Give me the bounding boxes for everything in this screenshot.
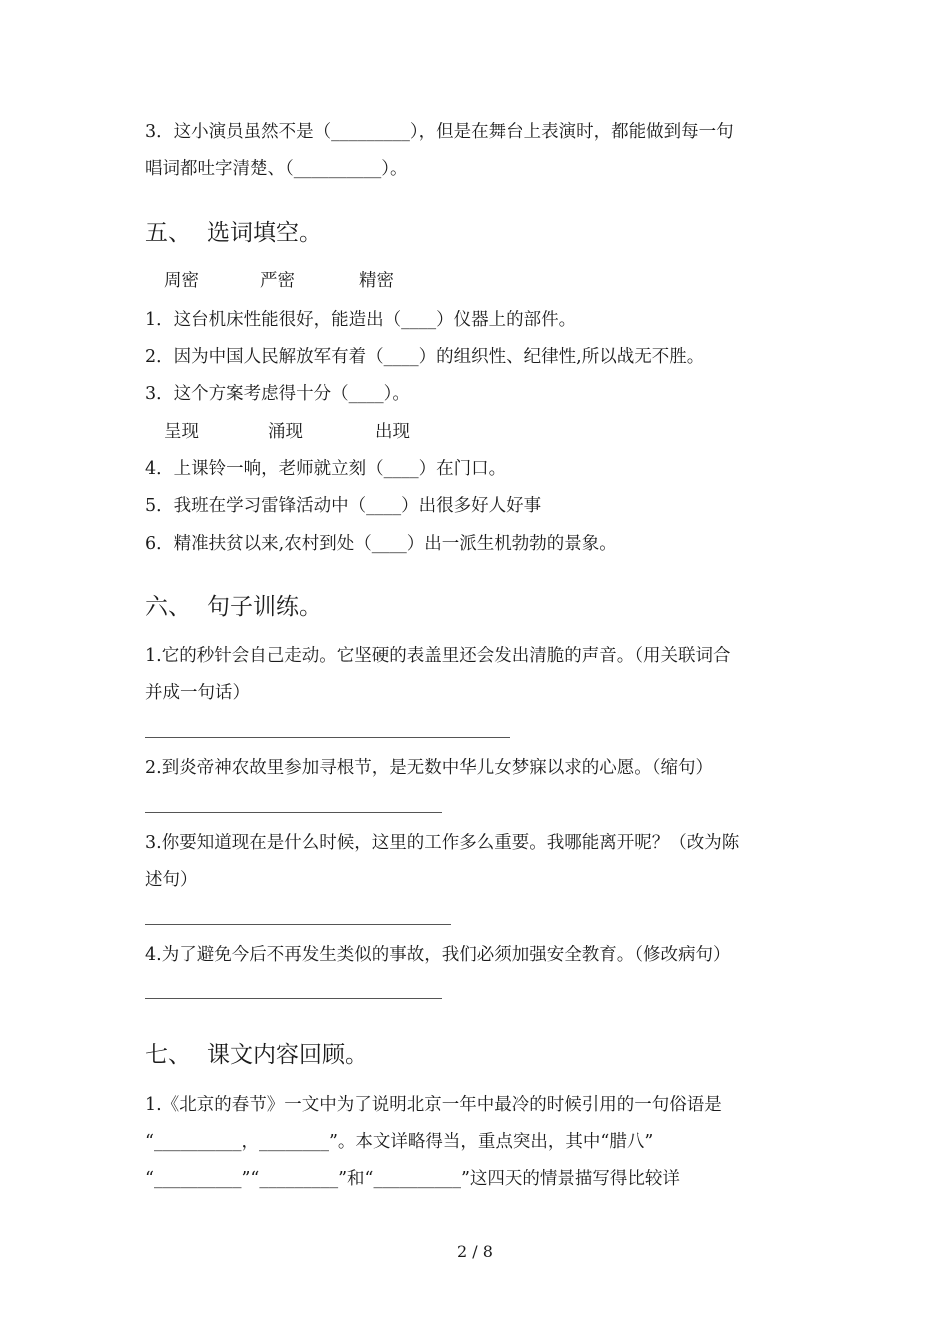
- question-line: 6．精准扶贫以来,农村到处（____）出一派生机勃勃的景象。: [145, 534, 617, 554]
- question-line: 1.《北京的春节》一文中为了说明北京一年中最冷的时候引用的一句俗语是: [145, 1095, 722, 1115]
- page-number: 2 / 8: [457, 1242, 493, 1261]
- word-choice: 涌现: [268, 422, 303, 442]
- word-choice: 周密: [164, 271, 199, 291]
- word-choices: [164, 270, 394, 292]
- question-line: 4.为了避免今后不再发生类似的事故，我们必须加强安全教育。（修改病句）: [145, 945, 731, 965]
- section-title: 选词填空。: [207, 220, 322, 246]
- section-title: 课文内容回顾。: [207, 1042, 368, 1068]
- question-line: 2.到炎帝神农故里参加寻根节，是无数中华儿女梦寐以求的心愿。（缩句）: [145, 758, 713, 778]
- word-choice: 出现: [375, 422, 410, 442]
- answer-line[interactable]: [145, 924, 451, 925]
- section-heading: [145, 593, 322, 621]
- question-line: 5．我班在学习雷锋活动中（____）出很多好人好事: [145, 496, 542, 516]
- word-choices: [164, 421, 410, 443]
- word-choice: 精密: [359, 271, 394, 291]
- answer-line[interactable]: [145, 812, 442, 813]
- question-line: 述句）: [145, 870, 198, 890]
- section-number: 七、: [145, 1042, 191, 1068]
- question-line: 4．上课铃一响，老师就立刻（____）在门口。: [145, 459, 507, 479]
- question-line: 3．这小演员虽然不是（_________），但是在舞台上表演时，都能做到每一句: [145, 122, 734, 142]
- section-number: 五、: [145, 220, 191, 246]
- section-heading: [145, 219, 322, 247]
- question-line: “__________”“_________”和“__________”这四天的情景描写得比较详: [145, 1169, 680, 1189]
- question-line: 2．因为中国人民解放军有着（____）的组织性、纪律性,所以战无不胜。: [145, 347, 705, 367]
- question-line: 1.它的秒针会自己走动。它坚硬的表盖里还会发出清脆的声音。（用关联词合: [145, 646, 731, 666]
- question-line: “__________，________”。本文详略得当，重点突出，其中“腊八”: [145, 1132, 654, 1152]
- question-line: 唱词都吐字清楚、（__________）。: [145, 159, 408, 179]
- question-line: 1．这台机床性能很好，能造出（____）仪器上的部件。: [145, 310, 577, 330]
- section-number: 六、: [145, 594, 191, 620]
- question-line: 并成一句话）: [145, 683, 250, 703]
- section-title: 句子训练。: [207, 594, 322, 620]
- word-choice: 严密: [260, 271, 295, 291]
- question-line: 3.你要知道现在是什么时候，这里的工作多么重要。我哪能离开呢？（改为陈: [145, 833, 740, 853]
- answer-line[interactable]: [145, 737, 510, 738]
- word-choice: 呈现: [164, 422, 199, 442]
- question-line: 3．这个方案考虑得十分（____）。: [145, 384, 410, 404]
- answer-line[interactable]: [145, 998, 442, 999]
- section-heading: [145, 1041, 368, 1069]
